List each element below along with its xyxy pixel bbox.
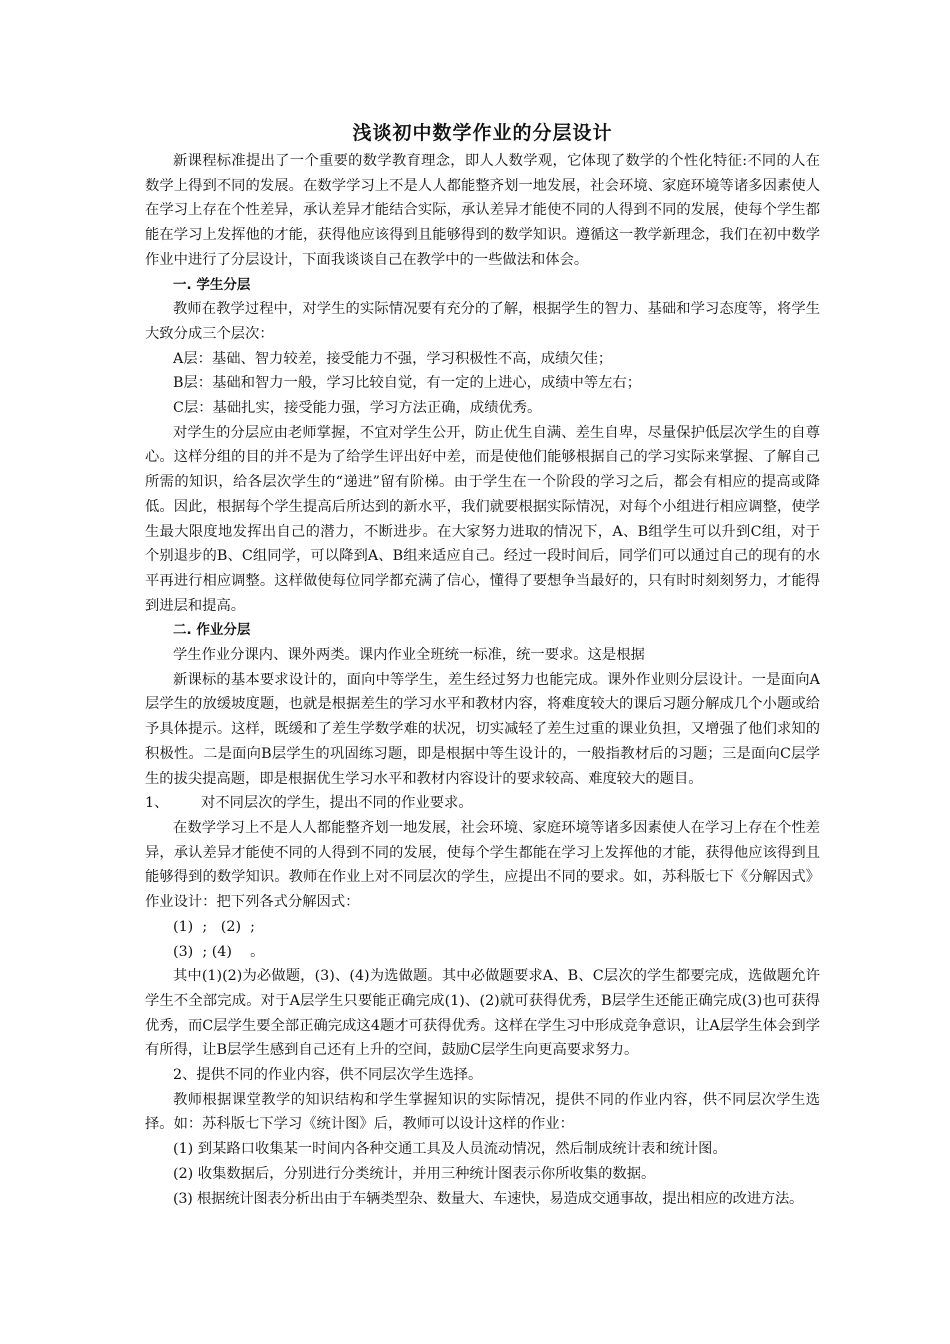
paragraph: 对学生的分层应由老师掌握，不宜对学生公开，防止优生自满、差生自卑，尽量保护低层次学生的自尊心。这样分组的目的并不是为了给学生评出好中差，而是使他们能够根据自己的学习实际来掌握、了解自己所需的知识，给各层次学生的“递进”留有阶梯。由于学生在一个阶段的学习之后，都会有相应的提高或降低。因此，根据每个学生提高后所达到的新水平，我们就要根据实际情况，对每个小组进行相应调整，使学生最大限度地发挥出自己的潜力，不断进步。在大家努力进取的情况下，A、B组学生可以升到C组，对于个别退步的B、C组同学，可以降到A、B组来适应自己。经过一段时间后，同学们可以通过自己的现有的水平再进行相应调整。这样做使每位同学都充满了信心，懂得了要想争当最好的，只有时时刻刻努力，才能得到进层和提高。: [145, 424, 820, 614]
intro-paragraph: 新课程标准提出了一个重要的数学教育理念，即人人数学观，它体现了数学的个性化特征:不同的人在数学上得到不同的发展。在数学学习上不是人人都能整齐划一地发展，社会环境、家庭环境等诸多因素使人在学习上存在个性差异，承认差异才能结合实际，承认差异才能使不同的人得到不同的发展，使每个学生都能在学习上发挥他的才能，获得他应该得到且能够得到的数学知识。遵循这一教学新理念，我们在初中数学作业中进行了分层设计，下面我谈谈自己在教学中的一些做法和体会。: [145, 153, 820, 268]
equation-line: (3) ; (4) 。: [173, 943, 265, 960]
section-heading-students: 一. 学生分层: [173, 276, 251, 293]
point-heading: [145, 791, 820, 816]
layer-c-description: C层：基础扎实，接受能力强，学习方法正确，成绩优秀。: [173, 400, 542, 417]
layer-b-description: B层：基础和智力一般，学习比较自觉，有一定的上进心，成绩中等左右；: [173, 375, 642, 392]
point-number: 1、: [145, 795, 169, 812]
point-heading: 2、提供不同的作业内容，供不同层次学生选择。: [173, 1067, 483, 1084]
paragraph: 新课标的基本要求设计的，面向中等学生，差生经过努力也能完成。课外作业则分层设计。一是面向A层学生的放缓坡度题，也就是根据差生的学习水平和教材内容，将难度较大的课后习题分解成几个小题或给予具体提示。这样，既缓和了差生学数学难的状况，切实减轻了差生过重的课业负担，又增强了他们求知的积极性。二是面向B层学生的巩固练习题，即是根据中等生设计的，一般指教材后的习题；三是面向C层学生的拔尖提高题，即是根据优生学习水平和教材内容设计的要求较高、难度较大的题目。: [145, 671, 820, 787]
document-page: [145, 118, 820, 1211]
layer-a-description: A层：基础、智力较差，接受能力不强，学习积极性不高，成绩欠佳；: [173, 350, 613, 367]
paragraph: 教师在教学过程中，对学生的实际情况要有充分的了解，根据学生的智力、基础和学习态度等，将学生大致分成三个层次：: [145, 301, 820, 342]
document-title: 浅谈初中数学作业的分层设计: [352, 122, 613, 144]
paragraph: 学生作业分课内、课外两类。课内作业全班统一标准，统一要求。这是根据: [173, 647, 645, 664]
point-text: 对不同层次的学生，提出不同的作业要求。: [201, 795, 473, 812]
paragraph: 在数学学习上不是人人都能整齐划一地发展，社会环境、家庭环境等诸多因素使人在学习上存在个性差异，承认差异才能使不同的人得到不同的发展，使每个学生都能在学习上发挥他的才能，获得他应该得到且能够得到的数学知识。教师在作业上对不同层次的学生，应提出不同的要求。如，苏科版七下《分解因式》作业设计：把下列各式分解因式：: [145, 819, 820, 911]
paragraph: 教师根据课堂教学的知识结构和学生掌握知识的实际情况，提供不同的作业内容，供不同层次学生选择。如：苏科版七下学习《统计图》后，教师可以设计这样的作业：: [145, 1091, 820, 1133]
section-heading-homework: 二. 作业分层: [173, 622, 251, 639]
list-item: (3) 根据统计图表分析出由于车辆类型杂、数量大、车速快，易造成交通事故，提出相应的改进方法。: [173, 1190, 804, 1207]
list-item: (2) 收集数据后，分别进行分类统计，并用三种统计图表示你所收集的数据。: [173, 1165, 656, 1182]
paragraph: 其中(1)(2)为必做题，(3)、(4)为选做题。其中必做题要求A、B、C层次的学生都要完成，选做题允许学生不全部完成。对于A层学生只要能正确完成(1)、(2)就可获得优秀，B层学生还能正确完成(3)也可获得优秀，而C层学生要全部正确完成这4题才可获得优秀。这样在学生习中形成竞争意识，让A层学生体会到学有所得，让B层学生感到自己还有上升的空间，鼓励C层学生向更高要求努力。: [145, 968, 820, 1059]
list-item: (1) 到某路口收集某一时间内各种交通工具及人员流动情况，然后制成统计表和统计图。: [173, 1141, 727, 1158]
equation-line: (1) ; (2) ;: [173, 918, 255, 935]
